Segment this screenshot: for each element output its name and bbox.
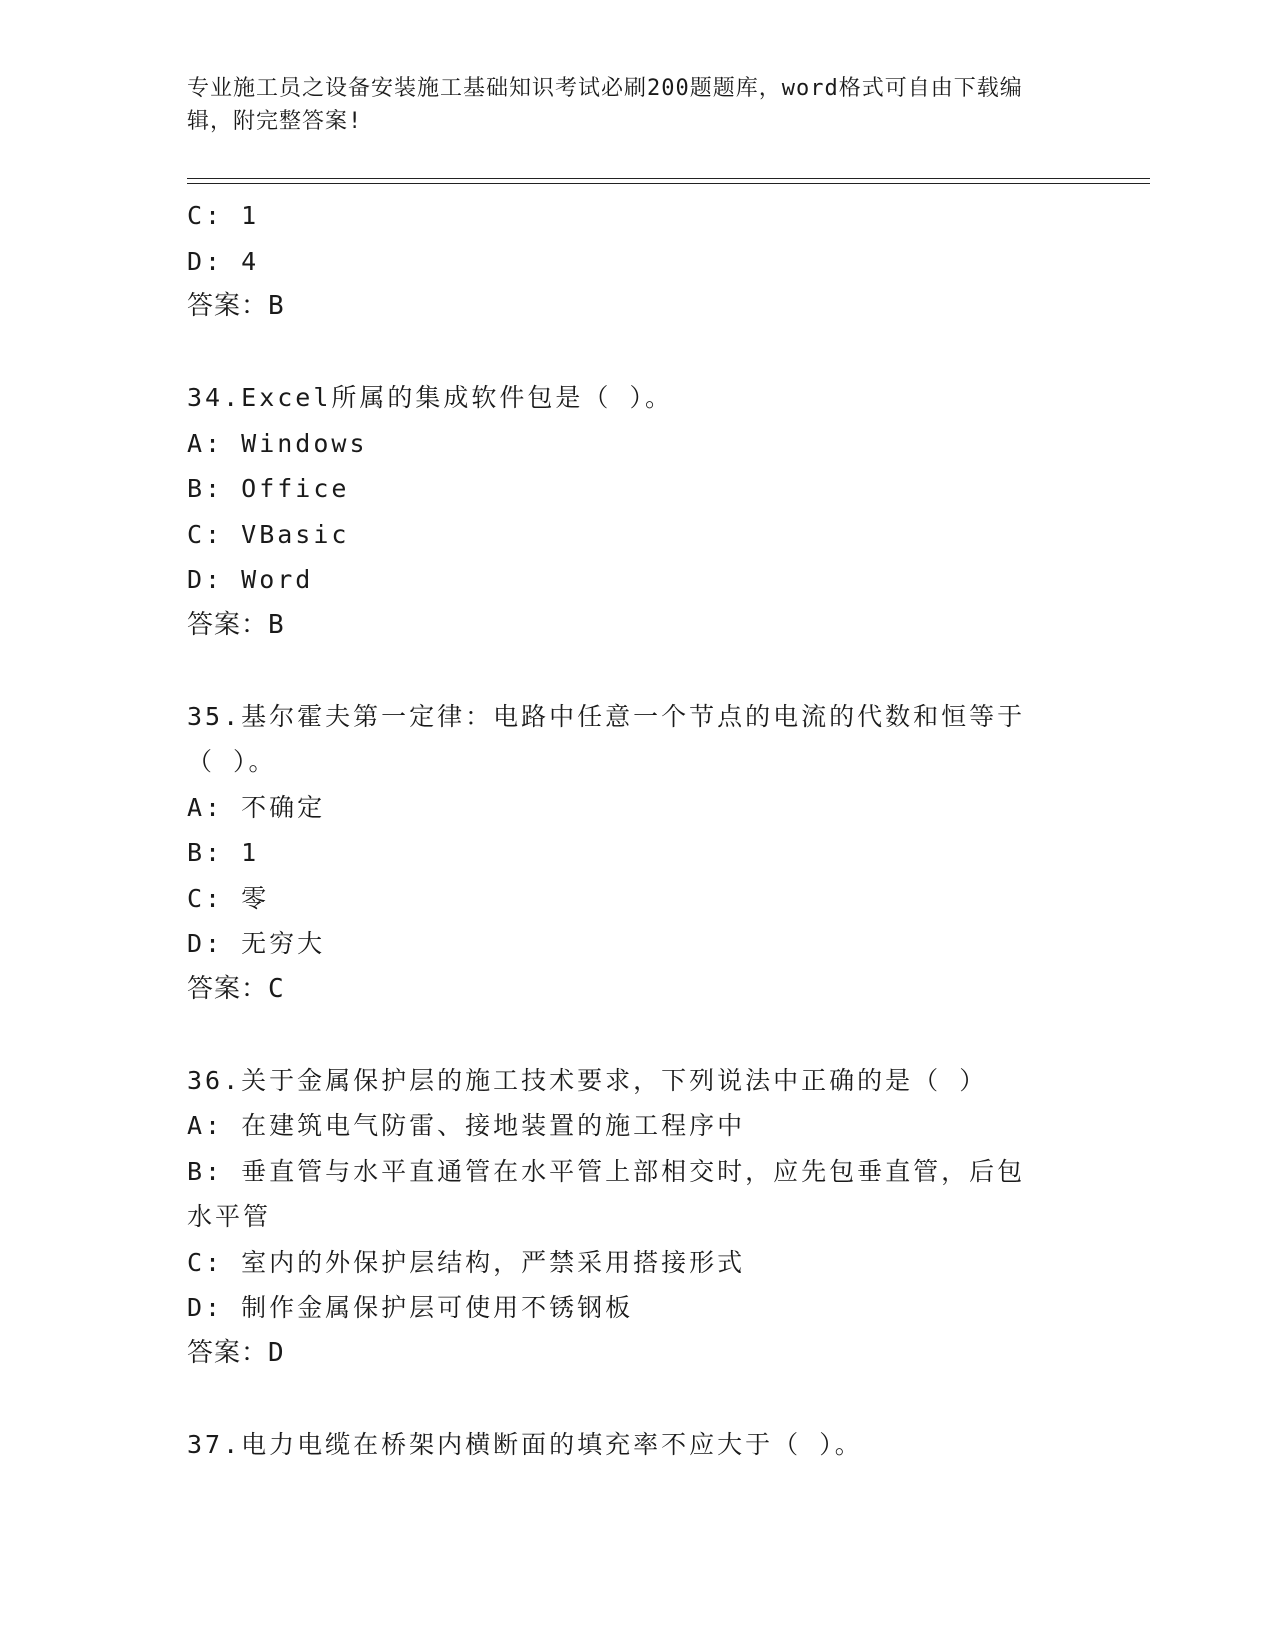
- question-stem: 36.关于金属保护层的施工技术要求，下列说法中正确的是（ ）: [187, 1065, 988, 1095]
- answer-line: [187, 1331, 1087, 1377]
- option-b: B: 垂直管与水平直通管在水平管上部相交时，应先包垂直管，后包水平管: [187, 1156, 1026, 1231]
- question-stem: 35.基尔霍夫第一定律：电路中任意一个节点的电流的代数和恒等于（ ）。: [187, 701, 1026, 776]
- answer-value: C: [268, 973, 285, 1004]
- document-header: [187, 72, 1067, 138]
- answer-label: 答案：: [187, 291, 269, 321]
- option-d: D: 无穷大: [187, 929, 326, 958]
- question-36: [187, 1058, 1087, 1377]
- option-d: D: 4: [187, 246, 260, 276]
- option-a: A: Windows: [187, 428, 368, 458]
- answer-label: 答案：: [187, 1337, 269, 1368]
- question-stem: 37.电力电缆在桥架内横断面的填充率不应大于（ ）。: [187, 1429, 863, 1459]
- option-a: A: 在建筑电气防雷、接地装置的施工程序中: [187, 1111, 746, 1140]
- spacer: [187, 1376, 1087, 1422]
- option-c: C: 1: [187, 201, 260, 230]
- question-34: [187, 375, 1087, 648]
- answer-value: B: [268, 609, 285, 640]
- answer-label: 答案：: [187, 609, 269, 640]
- answer-value: D: [268, 1337, 285, 1368]
- option-c: C: VBasic: [187, 519, 350, 549]
- option-d: D: 制作金属保护层可使用不锈钢板: [187, 1293, 634, 1322]
- option-c: C: 零: [187, 883, 270, 913]
- answer-label: 答案：: [187, 973, 269, 1004]
- spacer: [187, 1012, 1087, 1058]
- document-title: 专业施工员之设备安装施工基础知识考试必刷200题题库，word格式可自由下载编辑，附完整答案!: [187, 76, 1023, 134]
- question-33-continued: [187, 193, 1087, 330]
- option-d: D: Word: [187, 565, 314, 594]
- answer-line: [187, 603, 1087, 649]
- answer-line: [187, 967, 1087, 1013]
- question-35: [187, 694, 1087, 1013]
- header-rule-top: [187, 178, 1150, 179]
- question-37: [187, 1422, 1087, 1468]
- header-rule-bottom: [187, 183, 1150, 184]
- option-b: B: Office: [187, 474, 350, 503]
- answer-line: [187, 284, 1087, 330]
- answer-value: B: [268, 291, 285, 321]
- option-b: B: 1: [187, 838, 260, 867]
- question-list: [187, 193, 1087, 1467]
- spacer: [187, 330, 1087, 376]
- question-stem: 34.Excel所属的集成软件包是（ ）。: [187, 383, 673, 412]
- spacer: [187, 648, 1087, 694]
- option-a: A: 不确定: [187, 792, 326, 822]
- option-c: C: 室内的外保护层结构，严禁采用搭接形式: [187, 1247, 746, 1277]
